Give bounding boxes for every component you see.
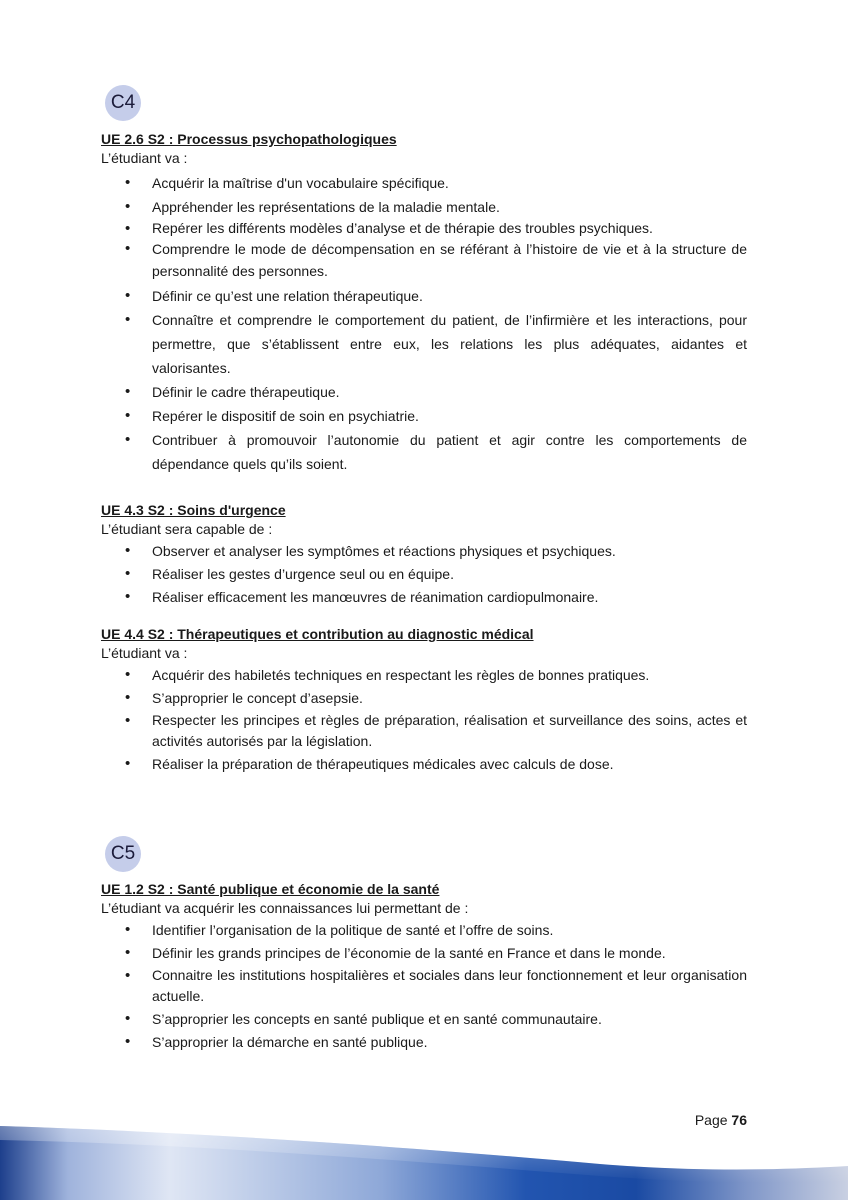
bullet-list: [101, 664, 747, 775]
list-item: • Repérer les différents modèles d’analyse et de thérapie des troubles psychiques.: [101, 219, 747, 238]
list-item: • Connaître et comprendre le comportement du patient, de l’infirmière et les interactions, pour permettre, que s’établissent entre eux, les relations les plus adéquates, aidantes et valorisantes.: [101, 308, 747, 380]
list-item: • Définir les grands principes de l’économie de la santé en France et dans le monde.: [101, 942, 747, 964]
section-intro: L’étudiant va :: [101, 150, 188, 166]
list-item: • Comprendre le mode de décompensation en se référant à l’histoire de vie et à la structure de personnalité des personnes.: [101, 238, 747, 282]
list-item: • S’approprier le concept d’asepsie.: [101, 687, 747, 709]
section-title: UE 4.4 S2 : Thérapeutiques et contribution au diagnostic médical: [101, 626, 534, 642]
list-item: • Acquérir des habiletés techniques en respectant les règles de bonnes pratiques.: [101, 664, 747, 686]
section-ue-2-6: [101, 130, 747, 476]
bullet-list: [101, 919, 747, 1053]
list-item: • Définir ce qu’est une relation thérapeutique.: [101, 284, 747, 308]
list-item: • Contribuer à promouvoir l’autonomie du patient et agir contre les comportements de dépendance quels qu’ils soient.: [101, 428, 747, 476]
c4-badge: C4: [105, 85, 141, 121]
list-item: • Appréhender les représentations de la maladie mentale.: [101, 195, 747, 219]
c5-badge: C5: [105, 836, 141, 872]
list-item: • Repérer le dispositif de soin en psychiatrie.: [101, 404, 747, 428]
bullet-list: [101, 171, 747, 476]
list-item: • Réaliser efficacement les manœuvres de réanimation cardiopulmonaire.: [101, 586, 747, 608]
list-item: • Identifier l’organisation de la politique de santé et l’offre de soins.: [101, 919, 747, 941]
bullet-list: [101, 540, 747, 608]
list-item: • S’approprier les concepts en santé publique et en santé communautaire.: [101, 1008, 747, 1030]
list-item: • Réaliser les gestes d’urgence seul ou en équipe.: [101, 563, 747, 585]
page-number-value: 76: [731, 1112, 747, 1128]
list-item: • Respecter les principes et règles de préparation, réalisation et surveillance des soins, actes et activités autorisés par la législation.: [101, 710, 747, 752]
section-intro: L’étudiant va acquérir les connaissances lui permettant de :: [101, 900, 469, 916]
section-ue-4-3: [101, 501, 747, 609]
section-ue-4-4: [101, 625, 747, 776]
footer-wave-band: [0, 1122, 848, 1200]
list-item: • Acquérir la maîtrise d'un vocabulaire spécifique.: [101, 171, 747, 195]
section-title: UE 2.6 S2 : Processus psychopathologiques: [101, 131, 397, 147]
section-intro: L’étudiant sera capable de :: [101, 521, 273, 537]
section-title: UE 1.2 S2 : Santé publique et économie de la santé: [101, 881, 440, 897]
page-label: Page: [694, 1112, 728, 1128]
list-item: • S’approprier la démarche en santé publique.: [101, 1031, 747, 1053]
section-ue-1-2: [101, 880, 747, 1054]
section-title: UE 4.3 S2 : Soins d'urgence: [101, 502, 286, 518]
section-intro: L’étudiant va :: [101, 645, 188, 661]
list-item: • Connaitre les institutions hospitalières et sociales dans leur fonctionnement et leur organisation actuelle.: [101, 965, 747, 1007]
list-item: • Définir le cadre thérapeutique.: [101, 380, 747, 404]
list-item: • Réaliser la préparation de thérapeutiques médicales avec calculs de dose.: [101, 753, 747, 775]
list-item: • Observer et analyser les symptômes et réactions physiques et psychiques.: [101, 540, 747, 562]
